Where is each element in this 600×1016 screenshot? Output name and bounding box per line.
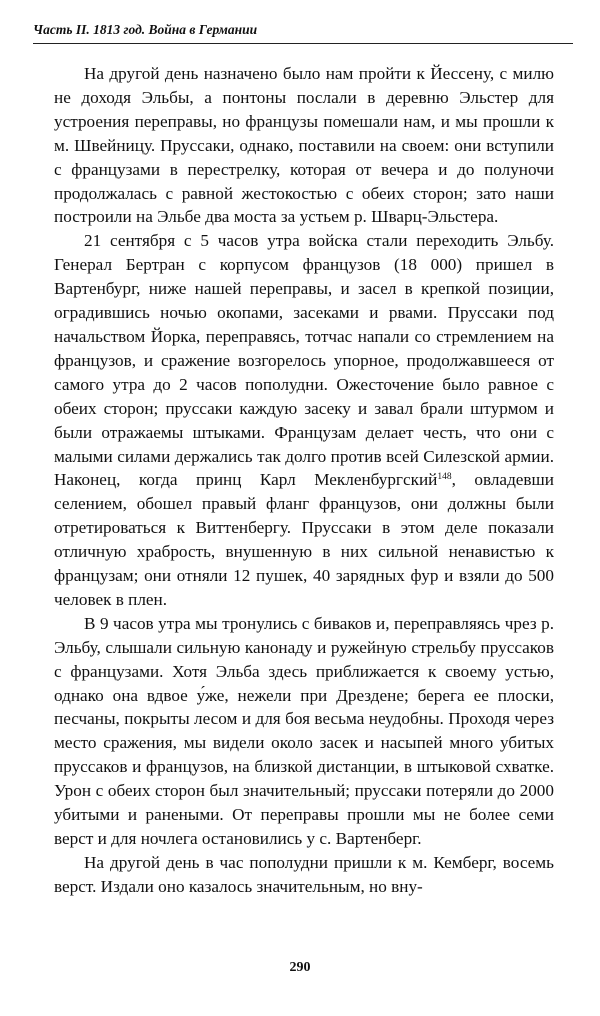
paragraph-2-part-1: 21 сентября с 5 часов утра войска стали переходить Эльбу. Генерал Бертран с корпусом французов (18 000) пришел в Вартенбург, ниже нашей переправы, и засел в крепкой позиции, оградившись ночью окопами, засеками и рвами. Пруссаки под начальством Йорка, переправясь, тотчас напали со стремлением на французов, и сражение возгорелось упорное, продолжавшееся от самого утра до 2 часов пополудни. Ожесточение было равное с обеих сторон; пруссаки каждую засеку и завал брали штурмом и были отражаемы штыками. Французам делает честь, что они с малыми силами держались так долго против всей Силезской армии. Наконец, когда принц Карл Мекленбургский — [54, 231, 554, 490]
running-header: Часть II. 1813 год. Война в Германии — [33, 22, 573, 44]
footnote-reference[interactable]: 148 — [437, 472, 452, 483]
paragraph-3: В 9 часов утра мы тронулись с биваков и, переправляясь чрез р. Эльбу, слышали сильную канонаду и ружейную стрельбу пруссаков с французами. Хотя Эльба здесь приближается к своему устью, однако она вдвое у́же, нежели при Дрездене; берега ее плоски, песчаны, покрыты лесом и для боя весьма неудобны. Проходя через место сражения, мы видели около засек и насыпей много убитых пруссаков и французов, на близкой дистанции, в штыковой схватке. Урон с обеих сторон был значительный; пруссаки потеряли до 2000 убитыми и ранеными. От переправы прошли мы не более семи верст и для ночлега остановились у с. Вартенберг. — [54, 613, 554, 848]
paragraph-4: На другой день в час пополудни пришли к м. Кемберг, восемь верст. Издали оно казалось значительным, но вну- — [54, 852, 554, 896]
body-text — [54, 62, 554, 899]
paragraph-2 — [54, 229, 554, 612]
page-number: 290 — [289, 960, 311, 975]
paragraph-2-part-2: , овладевши селением, обошел правый фланг французов, они должны были отретироваться к Виттенбергу. Пруссаки в этом деле показали отличную храбрость, внушенную в них сильной ненавистью к французам; они отняли 12 пушек, 40 зарядных фур и взяли до 500 человек в плен. — [54, 470, 554, 609]
paragraph-1: На другой день назначено было нам пройти к Йессену, с милю не доходя Эльбы, а понтоны послали в деревню Эльстер для устроения переправы, но французы помешали нам, и мы прошли к м. Швейницу. Пруссаки, однако, поставили на своем: они вступили с французами в перестрелку, которая от вечера и до полуночи продолжалась с равной жестокостью с обеих сторон; зато наши построили на Эльбе два моста за устьем р. Шварц-Эльстера. — [54, 64, 554, 227]
